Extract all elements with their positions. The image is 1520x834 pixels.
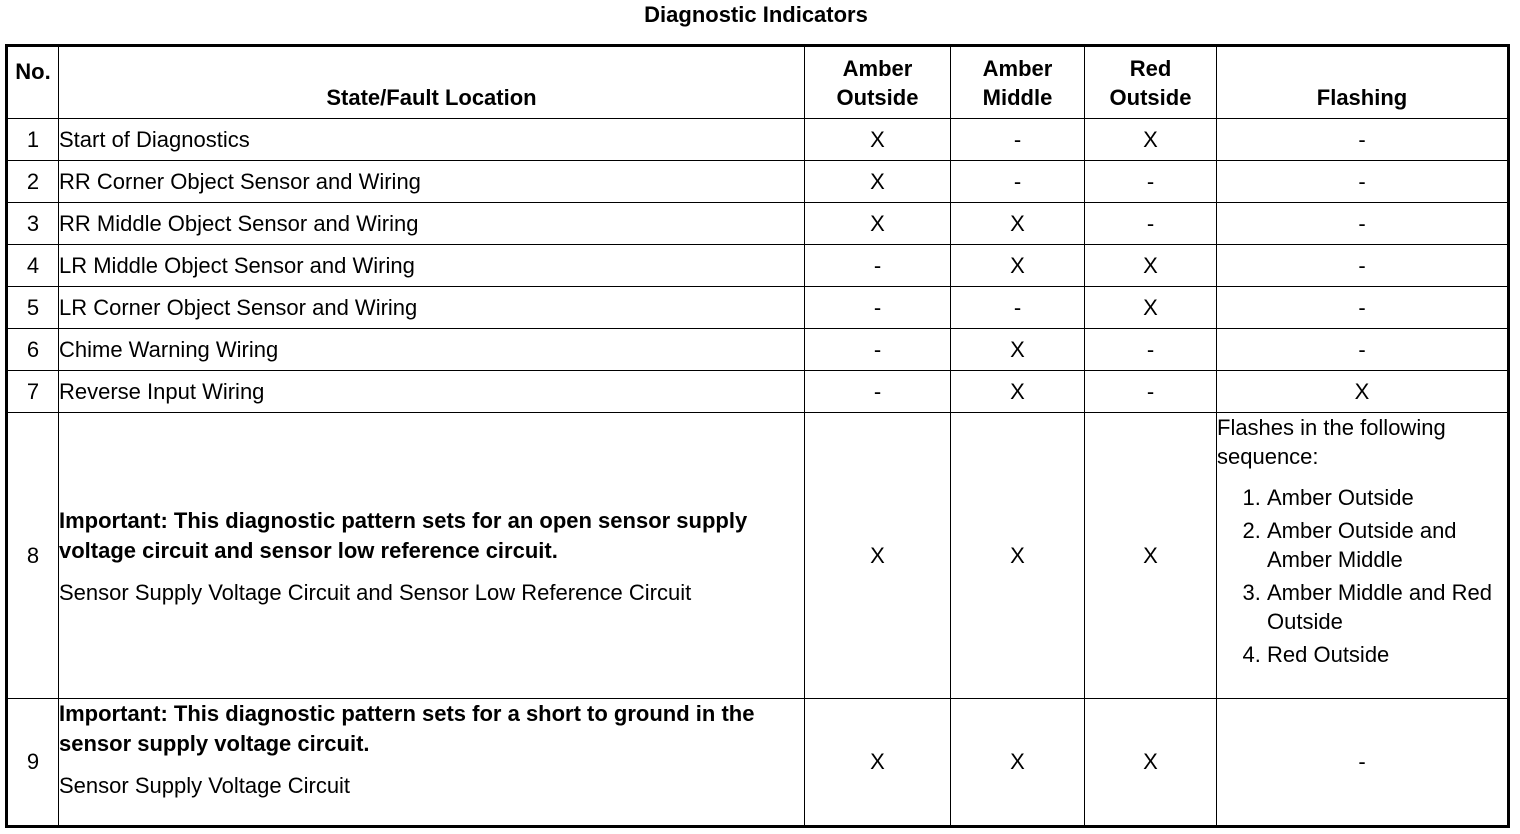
amber-middle-cell: X [951,203,1085,245]
header-amber-middle-line2: Middle [982,85,1053,110]
header-red-outside-line1: Red [1129,56,1172,81]
red-outside-cell: X [1085,699,1217,827]
row-number: 9 [7,699,59,827]
row-location: RR Corner Object Sensor and Wiring [59,161,805,203]
amber-outside-cell: - [805,287,951,329]
red-outside-cell: - [1085,203,1217,245]
amber-outside-cell: - [805,245,951,287]
amber-middle-cell: X [951,699,1085,827]
table-row [7,371,1509,413]
table-row [7,161,1509,203]
header-amber-middle [951,46,1085,119]
red-outside-cell: X [1085,287,1217,329]
header-amber-outside-line2: Outside [836,85,919,110]
flashing-sequence-list [1217,483,1507,669]
row-number: 6 [7,329,59,371]
row-number: 8 [7,413,59,699]
row-location-cell [59,413,805,699]
row-location: Start of Diagnostics [59,119,805,161]
important-note: Important: This diagnostic pattern sets for an open sensor supply voltage circuit and sensor low reference circuit. [59,507,748,563]
amber-outside-cell: X [805,413,951,699]
amber-outside-cell: X [805,203,951,245]
flashing-cell: X [1217,371,1509,413]
table-row [7,699,1509,827]
flashing-cell: - [1217,699,1509,827]
row-location: LR Corner Object Sensor and Wiring [59,287,805,329]
row-number: 5 [7,287,59,329]
table-header-row [7,46,1509,119]
amber-middle-cell: X [951,413,1085,699]
flashing-cell: - [1217,203,1509,245]
table-row [7,203,1509,245]
table-row [7,245,1509,287]
table-row [7,287,1509,329]
header-no: No. [7,46,59,119]
red-outside-cell: - [1085,371,1217,413]
header-red-outside [1085,46,1217,119]
header-flashing: Flashing [1217,46,1509,119]
flashing-cell: - [1217,245,1509,287]
header-amber-middle-line1: Amber [982,56,1053,81]
flashing-cell: - [1217,329,1509,371]
amber-outside-cell: X [805,161,951,203]
header-red-outside-line2: Outside [1109,85,1192,110]
flashing-sequence-step: 4. Red Outside [1267,640,1507,669]
row-location: Chime Warning Wiring [59,329,805,371]
row-location: Sensor Supply Voltage Circuit [59,773,351,798]
flashing-sequence-step: 2. Amber Outside and Amber Middle [1267,516,1507,574]
row-location: Reverse Input Wiring [59,371,805,413]
header-amber-outside [805,46,951,119]
amber-middle-cell: - [951,119,1085,161]
flashing-cell: - [1217,119,1509,161]
table-row [7,119,1509,161]
amber-outside-cell: X [805,699,951,827]
header-amber-outside-line1: Amber [842,56,913,81]
red-outside-cell: - [1085,161,1217,203]
red-outside-cell: X [1085,119,1217,161]
row-number: 4 [7,245,59,287]
table-row [7,329,1509,371]
amber-outside-cell: X [805,119,951,161]
row-number: 2 [7,161,59,203]
red-outside-cell: X [1085,245,1217,287]
important-note: Important: This diagnostic pattern sets for a short to ground in the sensor supply voltage circuit. [59,701,755,756]
diagnostic-indicators-table [5,44,1510,828]
row-number: 7 [7,371,59,413]
flashing-sequence-step: 1. Amber Outside [1267,483,1507,512]
row-number: 3 [7,203,59,245]
amber-outside-cell: - [805,329,951,371]
row-location: Sensor Supply Voltage Circuit and Sensor Low Reference Circuit [59,579,692,605]
flashing-sequence-step: 3. Amber Middle and Red Outside [1267,578,1507,636]
flashing-sequence-intro: Flashes in the following sequence: [1217,415,1446,469]
flashing-cell: - [1217,161,1509,203]
amber-middle-cell: - [951,287,1085,329]
row-location-cell [59,699,805,827]
row-location: LR Middle Object Sensor and Wiring [59,245,805,287]
header-state-fault-location: State/Fault Location [59,46,805,119]
red-outside-cell: X [1085,413,1217,699]
row-number: 1 [7,119,59,161]
table-row [7,413,1509,699]
red-outside-cell: - [1085,329,1217,371]
row-location: RR Middle Object Sensor and Wiring [59,203,805,245]
amber-middle-cell: - [951,161,1085,203]
amber-middle-cell: X [951,245,1085,287]
amber-outside-cell: - [805,371,951,413]
page-title: Diagnostic Indicators [644,2,868,27]
flashing-sequence-cell [1217,413,1509,699]
amber-middle-cell: X [951,329,1085,371]
flashing-cell: - [1217,287,1509,329]
amber-middle-cell: X [951,371,1085,413]
